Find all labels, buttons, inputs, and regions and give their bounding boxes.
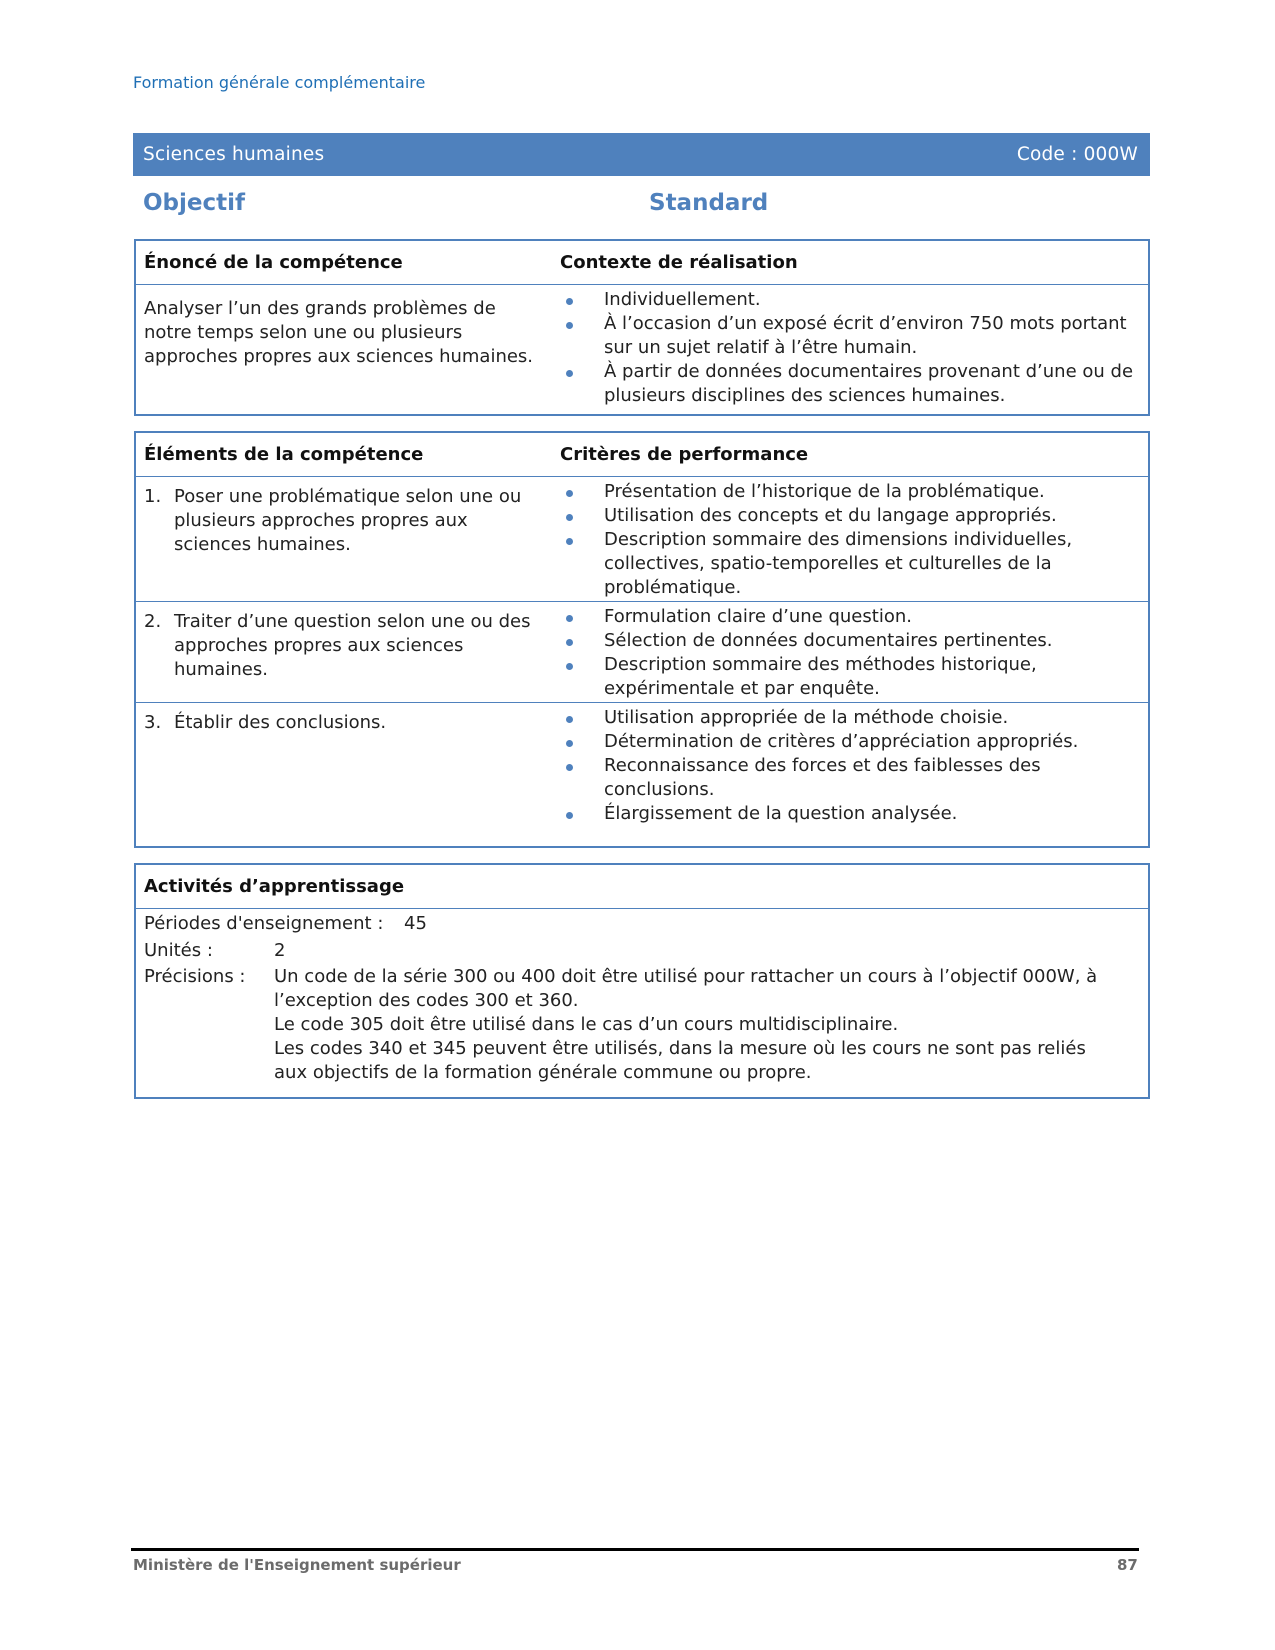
activites-table <box>134 863 1150 1099</box>
precisions-text: Un code de la série 300 ou 400 doit être utilisé pour rattacher un cours à l’objectif 000W, à l’exception des codes 300 et 360. Le code 305 doit être utilisé dans le cas d’un cours multidisciplinaire. Les codes 340 et 345 peuvent être utilisés, dans la mesure où les cours ne sont pas reliés aux objectifs de la formation générale commune ou propre. <box>274 965 1098 1083</box>
table-row <box>136 601 1148 702</box>
header-elements: Éléments de la compétence <box>136 433 552 476</box>
periodes-row <box>144 912 1140 936</box>
bullet-icon <box>566 514 573 521</box>
enonce-text: Analyser l’un des grands problèmes de notre temps selon une ou plusieurs approches propres aux sciences humaines. <box>144 297 534 367</box>
list-item: Formulation claire d’une question. <box>560 605 1140 629</box>
bullet-icon <box>566 370 573 377</box>
precisions-label: Précisions : <box>144 965 246 987</box>
list-item: Détermination de critères d’appréciation appropriés. <box>560 730 1140 754</box>
element-item: 2. Traiter d’une question selon une ou des approches propres aux sciences humaines. <box>144 610 531 680</box>
list-item: Utilisation appropriée de la méthode choisie. <box>560 706 1140 730</box>
section-label-standard: Standard <box>649 190 769 216</box>
bullet-icon <box>566 490 573 497</box>
bullet-icon <box>566 615 573 622</box>
bullet-icon <box>566 298 573 305</box>
periodes-value: 45 <box>404 912 427 934</box>
page-number: 87 <box>1117 1556 1138 1574</box>
contexte-list <box>560 288 1140 408</box>
element-item: 3. Établir des conclusions. <box>144 711 387 733</box>
criteres-list <box>560 605 1140 701</box>
list-item: Sélection de données documentaires pertinentes. <box>560 629 1140 653</box>
list-item: Présentation de l’historique de la problématique. <box>560 480 1140 504</box>
bullet-icon <box>566 740 573 747</box>
bullet-icon <box>566 812 573 819</box>
footer-rule <box>131 1548 1139 1551</box>
bullet-icon <box>566 663 573 670</box>
course-title-bar <box>133 133 1150 176</box>
precisions-row <box>144 965 1140 1085</box>
contexte-cell <box>552 284 1148 408</box>
list-item: À l’occasion d’un exposé écrit d’environ 750 mots portant sur un sujet relatif à l’être humain. <box>560 312 1140 360</box>
course-code: Code : 000W <box>1016 144 1138 165</box>
periodes-label: Périodes d'enseignement : <box>144 912 384 934</box>
elements-table <box>134 431 1150 848</box>
criteres-list <box>560 480 1140 600</box>
section-label-objectif: Objectif <box>143 190 246 216</box>
running-head: Formation générale complémentaire <box>133 73 426 92</box>
unites-label: Unités : <box>144 939 213 961</box>
list-item: Individuellement. <box>560 288 1140 312</box>
list-item: Description sommaire des dimensions individuelles, collectives, spatio-temporelles et culturelles de la problématique. <box>560 528 1140 600</box>
enonce-table <box>134 239 1150 416</box>
header-criteres: Critères de performance <box>552 433 1148 476</box>
criteres-list <box>560 706 1140 826</box>
list-item: À partir de données documentaires provenant d’une ou de plusieurs disciplines des sciences humaines. <box>560 360 1140 408</box>
bullet-icon <box>566 538 573 545</box>
list-item: Reconnaissance des forces et des faiblesses des conclusions. <box>560 754 1140 802</box>
list-item: Élargissement de la question analysée. <box>560 802 1140 826</box>
element-item: 1. Poser une problématique selon une ou plusieurs approches propres aux sciences humaines. <box>144 485 522 555</box>
header-activites: Activités d’apprentissage <box>136 865 1148 908</box>
bullet-icon <box>566 764 573 771</box>
bullet-icon <box>566 322 573 329</box>
table-row <box>136 702 1148 826</box>
header-contexte: Contexte de réalisation <box>552 241 1148 284</box>
list-item: Utilisation des concepts et du langage appropriés. <box>560 504 1140 528</box>
unites-value: 2 <box>274 939 286 961</box>
bullet-icon <box>566 716 573 723</box>
bullet-icon <box>566 639 573 646</box>
header-enonce: Énoncé de la compétence <box>136 241 552 284</box>
table-row <box>136 476 1148 601</box>
unites-row <box>144 939 1140 963</box>
footer-publisher: Ministère de l'Enseignement supérieur <box>133 1556 461 1574</box>
list-item: Description sommaire des méthodes historique, expérimentale et par enquête. <box>560 653 1140 701</box>
course-title: Sciences humaines <box>143 144 325 165</box>
